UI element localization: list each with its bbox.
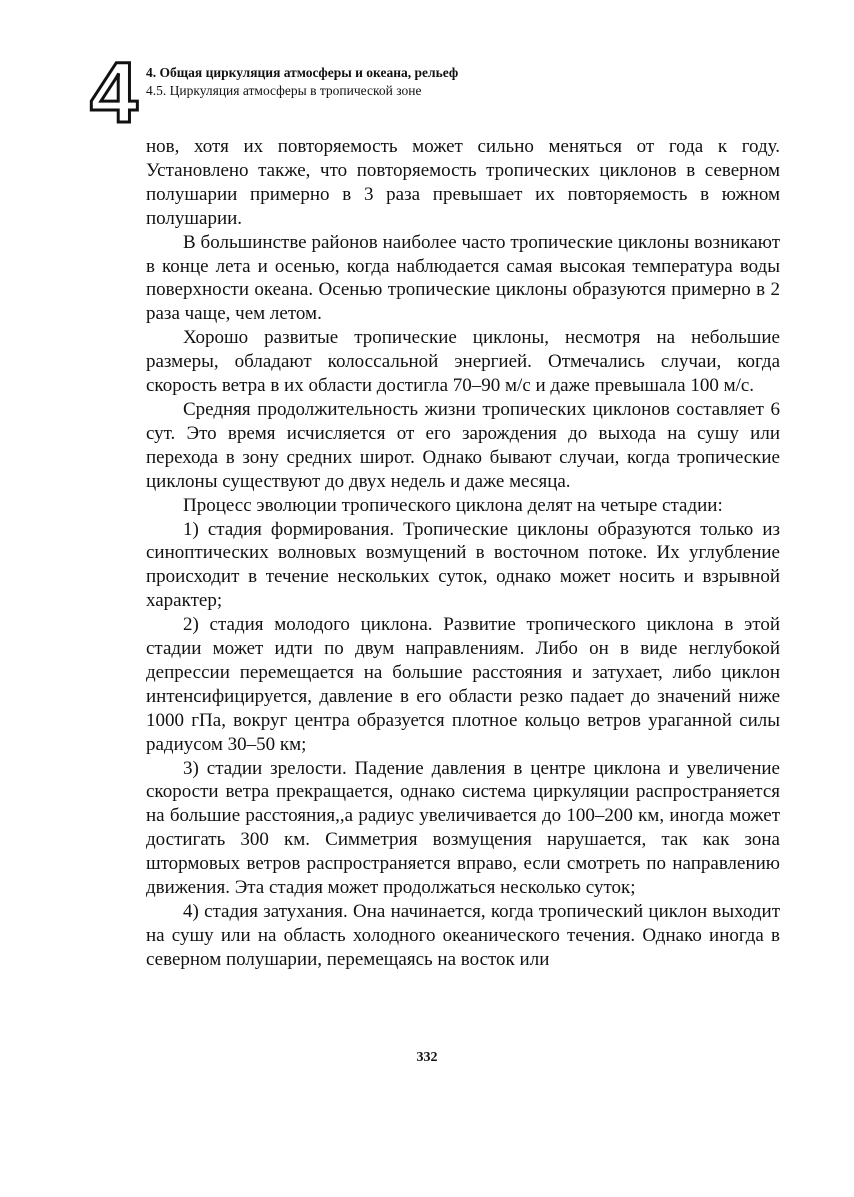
chapter-number: 4 [90,45,138,141]
section-title: 4.5. Циркуляция атмосферы в тропической зоне [146,83,422,98]
running-head [146,64,458,100]
paragraph: В большинстве районов наиболее часто тропические циклоны возникают в конце лета и осенью, когда наблюдается самая высокая температура воды поверхности океана. Осенью тропические циклоны образуются примерно в 2 раза чаще, чем летом. [146,231,780,325]
body-text [146,135,780,972]
paragraph: 4) стадия затухания. Она начинается, когда тропический циклон выходит на сушу или на область холодного океанического течения. Однако иногда в северном полушарии, перемещаясь на восток или [146,901,780,970]
paragraph: Хорошо развитые тропические циклоны, несмотря на небольшие размеры, обладают колоссальной энергией. Отмечались случаи, когда скорость ветра в их области достигла 70–90 м/с и даже превышала 100 м/с. [146,327,780,397]
paragraph: 3) стадии зрелости. Падение давления в центре циклона и увеличение скорости ветра прекращается, однако система циркуляции распространяется на большие расстояния,,а радиус увеличивается до 100–200 км, иногда может достигать 300 км. Симметрия возмущения нарушается, так как зона штормовых ветров распространяется вправо, если смотреть по направлению движения. Эта стадия может продолжаться несколько суток; [146,757,780,899]
chapter-title: 4. Общая циркуляция атмосферы и океана, рельеф [146,65,459,80]
page-number: 332 [416,1050,438,1065]
paragraph: Процесс эволюции тропического циклона делят на четыре стадии: [183,494,723,516]
paragraph: 2) стадия молодого циклона. Развитие тропического циклона в этой стадии может идти по двум направлениям. Либо он в виде неглубокой депрессии перемещается на большие расстояния и затухает, либо циклон интенсифицируется, давление в его области резко падает до значений ниже 1000 гПа, вокруг центра образуется плотное кольцо ветров ураганной силы радиусом 30–50 км; [146,614,780,755]
paragraph: Средняя продолжительность жизни тропических циклонов составляет 6 сут. Это время исчисляется от его зарождения до выхода на сушу или перехода в зону средних широт. Однако бывают случаи, когда тропические циклоны существуют до двух недель и даже месяца. [146,398,780,492]
paragraph: 1) стадия формирования. Тропические циклоны образуются только из синоптических волновых возмущений в восточном потоке. Их углубление происходит в течение нескольких суток, однако может носить и взрывной характер; [146,518,780,612]
paragraph: нов, хотя их повторяемость может сильно меняться от года к году. Установлено также, что повторяемость тропических циклонов в северном полушарии примерно в 3 раза превышает их повторяемость в южном полушарии. [146,136,780,229]
